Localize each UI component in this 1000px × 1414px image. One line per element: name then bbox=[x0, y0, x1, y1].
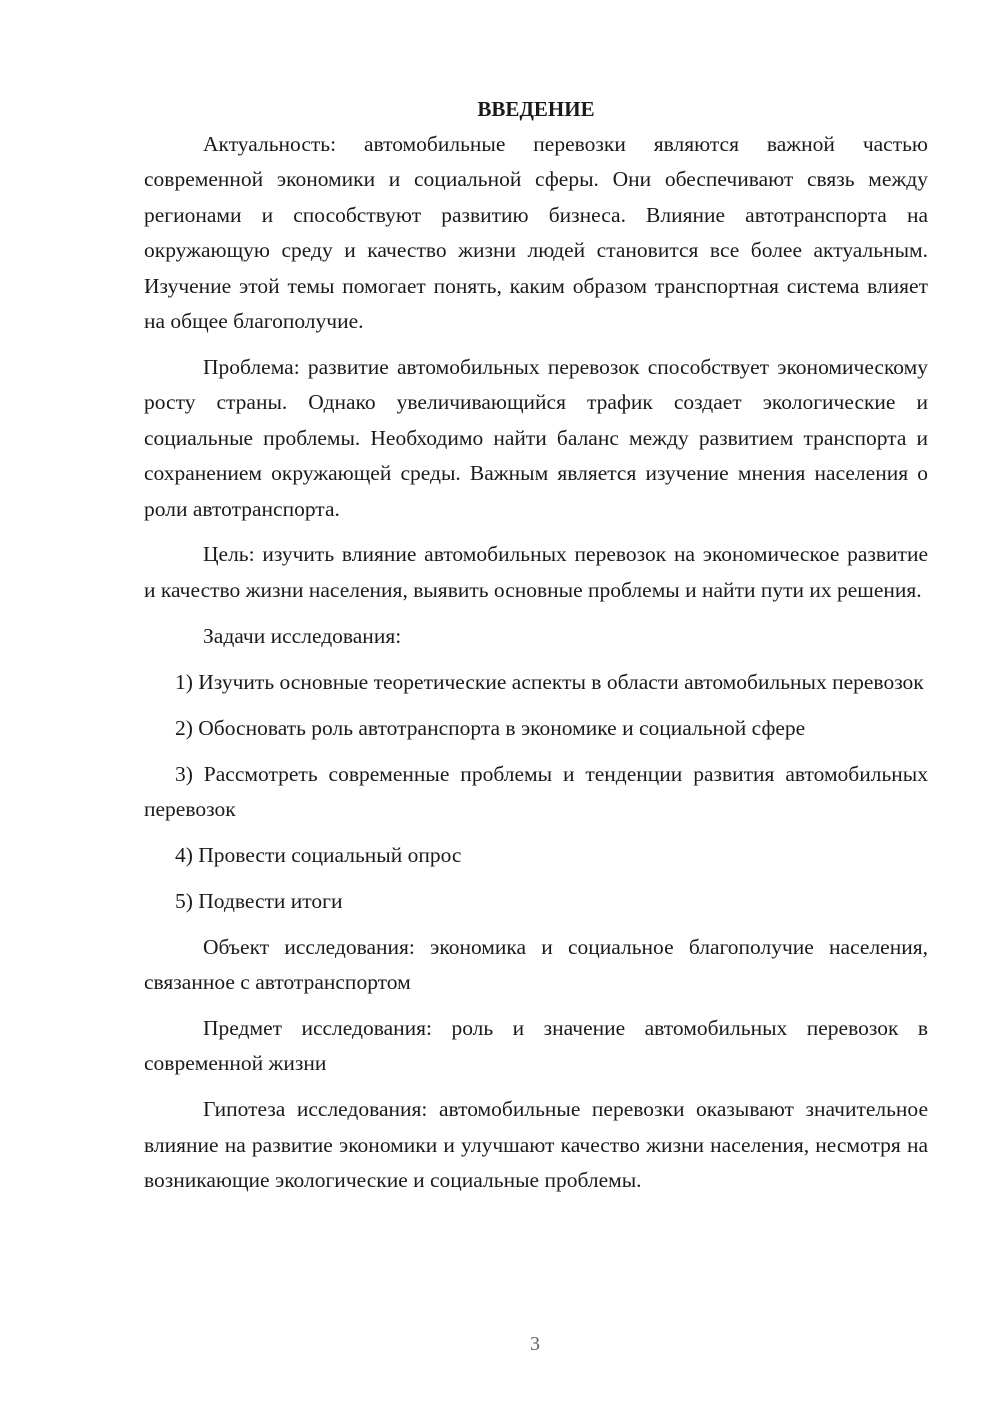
page-number: 3 bbox=[530, 1333, 540, 1355]
paragraph-tasks-heading: Задачи исследования: bbox=[203, 623, 402, 648]
task-item: 4) Провести социальный опрос bbox=[175, 842, 462, 867]
document-page bbox=[144, 92, 928, 1198]
task-item: 5) Подвести итоги bbox=[175, 888, 343, 913]
paragraph-subject: Предмет исследования: роль и значение автомобильных перевозок в современной жизни bbox=[144, 1015, 928, 1076]
paragraph-relevance: Актуальность: автомобильные перевозки являются важной частью современной экономики и социальной сферы. Они обеспечивают связь между регионами и способствуют развитию бизнеса. Влияние автотранспорта на окружающую среду и качество жизни людей становится все более актуальным. Изучение этой темы помогает понять, каким образом транспортная система влияет на общее благополучие. bbox=[144, 132, 928, 334]
paragraph-object: Объект исследования: экономика и социальное благополучие населения, связанное с автотранспортом bbox=[144, 934, 928, 995]
task-item: 1) Изучить основные теоретические аспекты в области автомобильных перевозок bbox=[175, 669, 924, 694]
paragraph-goal: Цель: изучить влияние автомобильных перевозок на экономическое развитие и качество жизни населения, выявить основные проблемы и найти пути их решения. bbox=[144, 542, 928, 602]
task-item: 3) Рассмотреть современные проблемы и тенденции развития автомобильных перевозок bbox=[144, 761, 928, 821]
paragraph-hypothesis: Гипотеза исследования: автомобильные перевозки оказывают значительное влияние на развитие экономики и улучшают качество жизни населения, несмотря на возникающие экологические и социальные проблемы. bbox=[144, 1097, 928, 1193]
section-title: ВВЕДЕНИЕ bbox=[477, 97, 595, 121]
paragraph-problem: Проблема: развитие автомобильных перевозок способствует экономическому росту страны. Однако увеличивающийся трафик создает экологические и социальные проблемы. Необходимо найти баланс между развитием транспорта и сохранением окружающей среды. Важным является изучение мнения населения о роли автотранспорта. bbox=[144, 354, 928, 521]
task-item: 2) Обосновать роль автотранспорта в экономике и социальной сфере bbox=[175, 715, 806, 740]
